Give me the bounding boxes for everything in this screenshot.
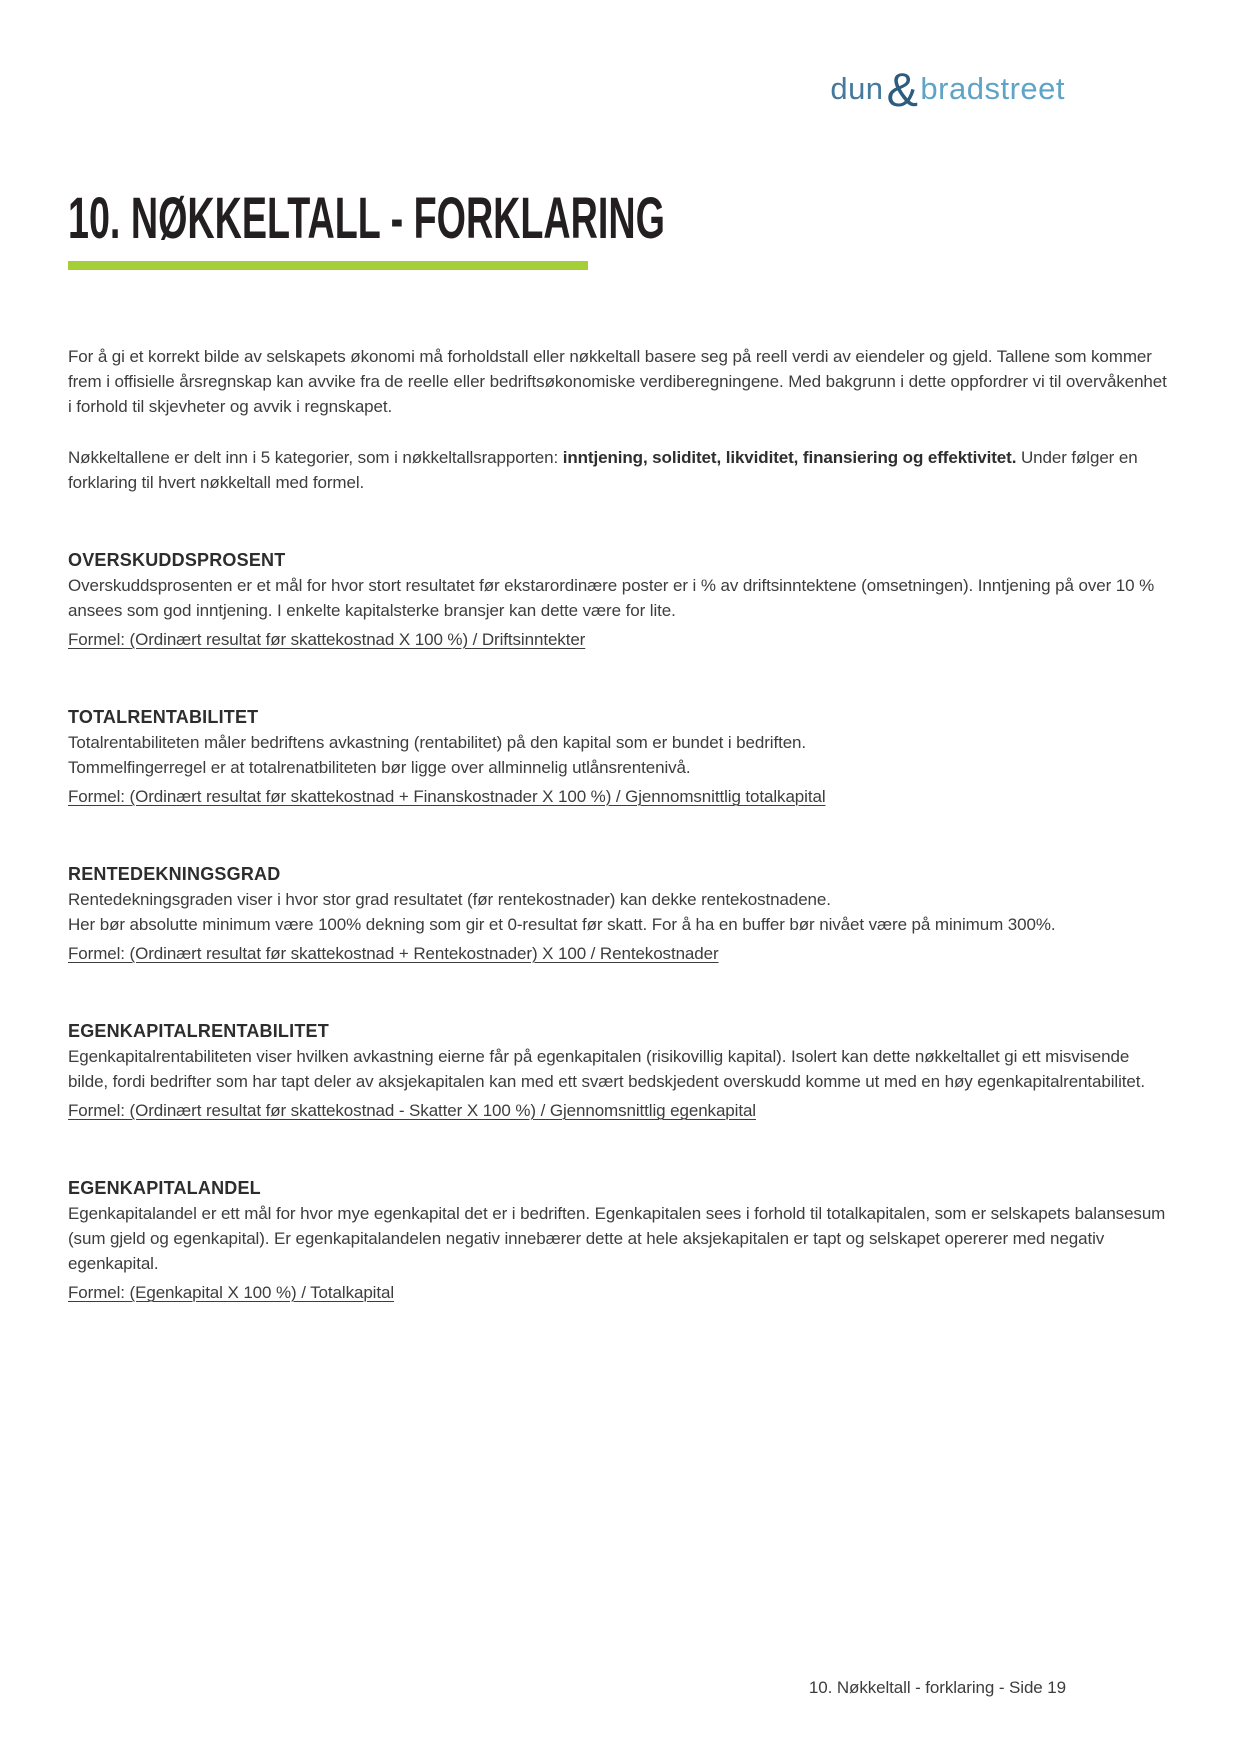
section-formula: Formel: (Ordinært resultat før skattekostnad + Rentekostnader) X 100 / Rentekostnader [68, 944, 719, 963]
dun-bradstreet-logo [830, 63, 1065, 116]
section-paragraph: Egenkapitalandel er ett mål for hvor mye egenkapital det er i bedriften. Egenkapitalen sees i forhold til totalkapitalen, som er selskapets balansesum (sum gjeld og egenkapital). Er egenkapitalandelen negativ innebærer dette at hele aksjekapitalen er tapt og selskapet opererer med negativ egenkapital. [68, 1204, 1166, 1273]
section-paragraph: Totalrentabiliteten måler bedriftens avkastning (rentabilitet) på den kapital som er bundet i bedriften. [68, 733, 807, 752]
section-egenkapitalandel [68, 1176, 1170, 1305]
section-paragraph: Tommelfingerregel er at totalrenatbiliteten bør ligge over allminnelig utlånsrentenivå. [68, 758, 691, 777]
section-heading: RENTEDEKNINGSGRAD [68, 864, 281, 884]
page-title: 10. NØKKELTALL - FORKLARING [68, 186, 665, 251]
section-totalrentabilitet [68, 705, 1170, 809]
logo-text-dun: dun [830, 71, 884, 106]
intro-paragraph-2-categories: inntjening, soliditet, likviditet, finansiering og effektivitet. [562, 448, 1017, 467]
section-paragraph: Egenkapitalrentabiliteten viser hvilken avkastning eierne får på egenkapitalen (risikovillig kapital). Isolert kan dette nøkkeltallet gi ett misvisende bilde, fordi bedrifter som har tapt deler av aksjekapitalen kan med ett svært bedskjedent overskudd komme ut med en høy egenkapitalrentabilitet. [68, 1047, 1146, 1091]
logo-text-bradstreet: bradstreet [920, 71, 1065, 106]
section-formula: Formel: (Ordinært resultat før skattekostnad X 100 %) / Driftsinntekter [68, 630, 586, 649]
section-overskuddsprosent [68, 548, 1170, 652]
intro-paragraph-1: For å gi et korrekt bilde av selskapets økonomi må forholdstall eller nøkkeltall basere seg på reell verdi av eiendeler og gjeld. Tallene som kommer frem i offisielle årsregnskap kan avvike fra de reelle eller bedriftsøkonomiske verdiberegningene. Med bakgrunn i dette oppfordrer vi til overvåkenhet i forhold til skjevheter og avvik i regnskapet. [68, 347, 1167, 416]
section-paragraph: Rentedekningsgraden viser i hvor stor grad resultatet (før rentekostnader) kan dekke rentekostnadene. [68, 890, 831, 909]
section-formula: Formel: (Ordinært resultat før skattekostnad + Finanskostnader X 100 %) / Gjennomsnittlig totalkapital [68, 787, 826, 806]
section-heading: TOTALRENTABILITET [68, 707, 259, 727]
section-heading: OVERSKUDDSPROSENT [68, 550, 286, 570]
section-paragraph: Her bør absolutte minimum være 100% dekning som gir et 0-resultat før skatt. For å ha en buffer bør nivået være på minimum 300%. [68, 915, 1056, 934]
section-egenkapitalrentabilitet [68, 1019, 1170, 1123]
section-formula: Formel: (Ordinært resultat før skattekostnad - Skatter X 100 %) / Gjennomsnittlig egenkapital [68, 1101, 756, 1120]
section-heading: EGENKAPITALRENTABILITET [68, 1021, 329, 1041]
intro-paragraph-2 [68, 445, 1170, 495]
page-content [68, 344, 1170, 1305]
section-formula: Formel: (Egenkapital X 100 %) / Totalkapital [68, 1283, 395, 1302]
section-rentedekningsgrad [68, 862, 1170, 966]
logo-ampersand-icon: & [886, 63, 919, 116]
intro-paragraph-2-lead: Nøkkeltallene er delt inn i 5 kategorier, som i nøkkeltallsrapporten: [68, 448, 563, 467]
intro-paragraph-2-tail: Under følger en forklaring til hvert nøkkeltall med formel. [68, 448, 1138, 492]
section-heading: EGENKAPITALANDEL [68, 1178, 261, 1198]
page-footer: 10. Nøkkeltall - forklaring - Side 19 [808, 1678, 1066, 1697]
section-paragraph: Overskuddsprosenten er et mål for hvor stort resultatet før ekstarordinære poster er i % av driftsinntektene (omsetningen). Inntjening på over 10 % ansees som god inntjening. I enkelte kapitalsterke bransjer kan dette være for lite. [68, 576, 1155, 620]
title-accent-bar [68, 261, 588, 270]
